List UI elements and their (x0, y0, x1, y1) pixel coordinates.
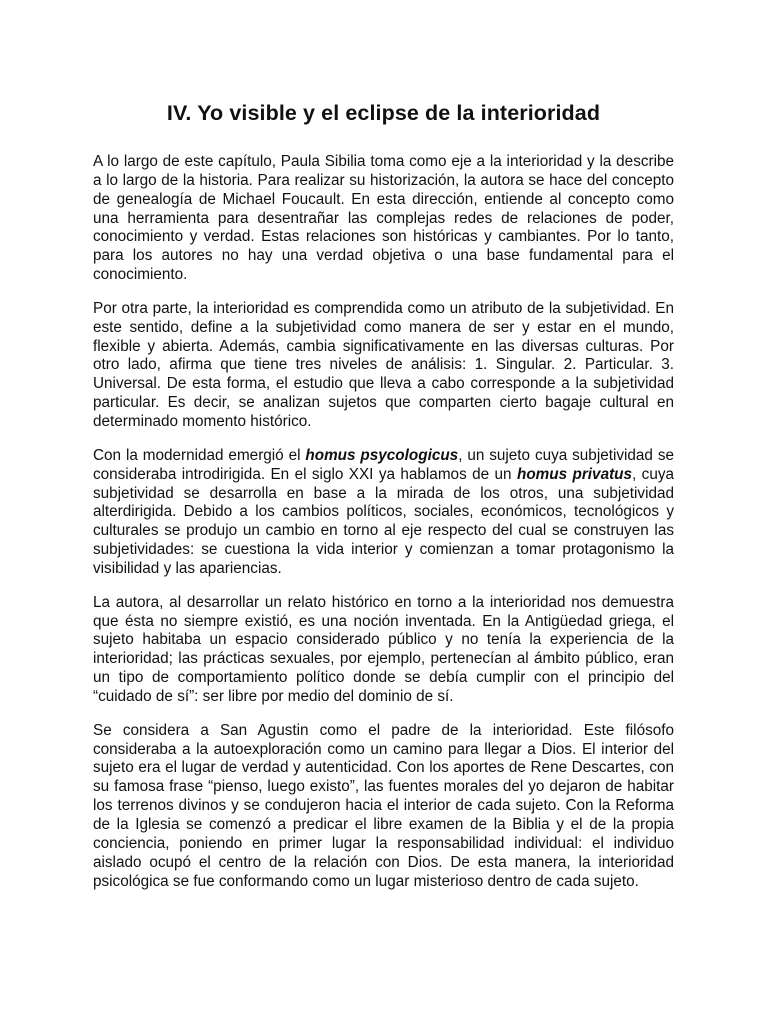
paragraph-3-text-c: , cuya subjetividad se desarrolla en base a la mirada de los otros, una subjetividad alterdirigida. Debido a los cambios políticos, sociales, económicos, tecnológicos y culturales se produjo un cambio en torno al eje respecto del cual se construyen las subjetividades: se cuestiona la vida interior y comienzan a tomar protagonismo la visibilidad y las apariencias. (93, 465, 674, 577)
document-page (93, 98, 674, 906)
paragraph-3-text-b: , un sujeto cuya subjetividad se consideraba introdirigida. En el siglo XXI ya hablamos de un (93, 446, 674, 483)
paragraph-3-text-a: Con la modernidad emergió el (93, 446, 306, 464)
term-homus-privatus: homus privatus (516, 465, 633, 483)
term-homus-psycologicus: homus psycologicus (305, 446, 459, 464)
paragraph-3 (93, 447, 674, 579)
paragraph-4: La autora, al desarrollar un relato histórico en torno a la interioridad nos demuestra que ésta no siempre existió, es una noción inventada. En la Antigüedad griega, el sujeto habitaba un espacio considerado público y no tenía la experiencia de la interioridad; las prácticas sexuales, por ejemplo, pertenecían al ámbito público, eran un tipo de comportamiento político donde se debía cumplir con el principio del “cuidado de sí”: ser libre por medio del dominio de sí. (93, 593, 674, 705)
paragraph-2: Por otra parte, la interioridad es comprendida como un atributo de la subjetividad. En este sentido, define a la subjetividad como manera de ser y estar en el mundo, flexible y abierta. Además, cambia significativamente en las diversas culturas. Por otro lado, afirma que tiene tres niveles de análisis: 1. Singular. 2. Particular. 3. Universal. De esta forma, el estudio que lleva a cabo corresponde a la subjetividad particular. Es decir, se analizan sujetos que comparten cierto bagaje cultural en determinado momento histórico. (93, 299, 674, 430)
page-title: IV. Yo visible y el eclipse de la interioridad (166, 101, 601, 125)
paragraph-1: A lo largo de este capítulo, Paula Sibilia toma como eje a la interioridad y la describe a lo largo de la historia. Para realizar su historización, la autora se hace del concepto de genealogía de Michael Foucault. En esta dirección, entiende al concepto como una herramienta para desentrañar las complejas redes de relaciones de poder, conocimiento y verdad. Estas relaciones son históricas y cambiantes. Por lo tanto, para los autores no hay una verdad objetiva o una base fundamental para el conocimiento. (93, 153, 674, 284)
paragraph-5: Se considera a San Agustin como el padre de la interioridad. Este filósofo consideraba a la autoexploración como un camino para llegar a Dios. El interior del sujeto era el lugar de verdad y autenticidad. Con los aportes de Rene Descartes, con su famosa frase “pienso, luego existo”, las fuentes morales del yo dejaron de habitar los terrenos divinos y se condujeron hacia el interior de cada sujeto. Con la Reforma de la Iglesia se comenzó a predicar el libre examen de la Biblia y el de la propia conciencia, poniendo en primer lugar la responsabilidad individual: el individuo aislado ocupó el centro de la relación con Dios. De esta manera, la interioridad psicológica se fue conformando como un lugar misterioso dentro de cada sujeto. (93, 721, 674, 890)
